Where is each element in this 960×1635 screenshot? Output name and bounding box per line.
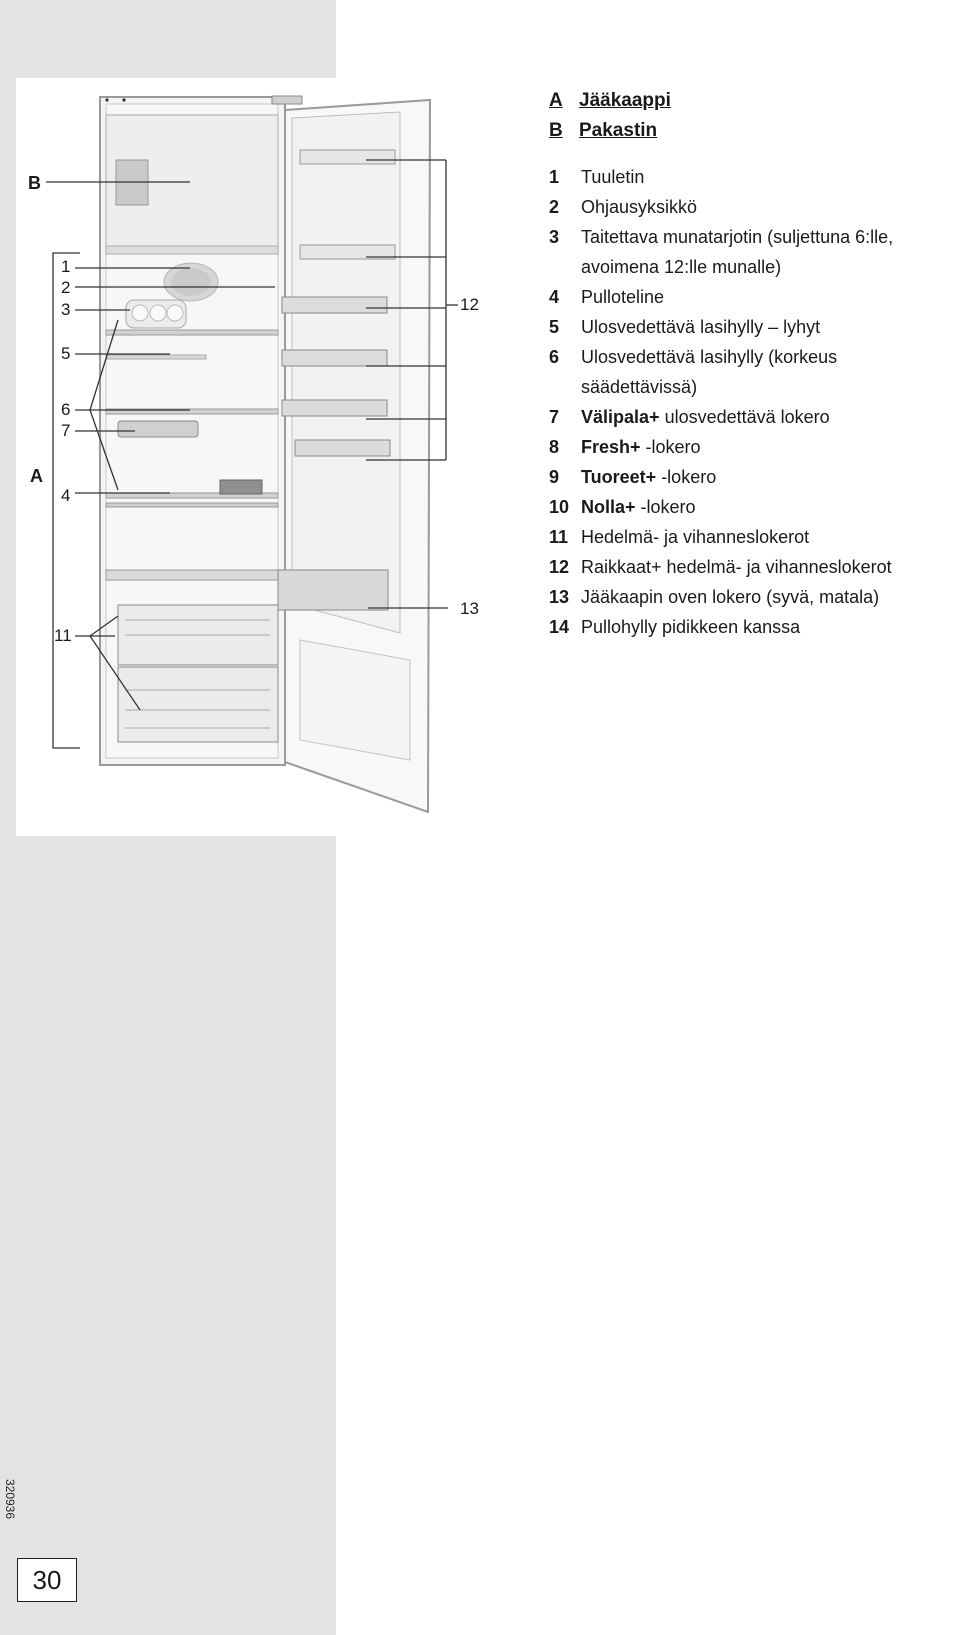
item-text: Taitettava munatarjotin (suljettuna 6:lle,	[581, 227, 894, 247]
legend-items	[549, 162, 954, 642]
item-number: 10	[549, 497, 570, 517]
item-text: Ohjausyksikkö	[581, 197, 698, 217]
callout-7: 7	[61, 421, 71, 440]
egg-tray	[126, 300, 186, 328]
page-number: 30	[17, 1558, 77, 1602]
item-text: Raikkaat+ hedelmä- ja vihanneslokerot	[581, 557, 892, 577]
legend-item	[549, 162, 954, 192]
item-number: 12	[549, 557, 570, 577]
item-number: 1	[549, 167, 560, 187]
fridge-diagram	[0, 0, 500, 840]
item-number: 7	[549, 407, 560, 427]
item-number: 5	[549, 317, 560, 337]
item-number: 4	[549, 287, 560, 307]
legend-item	[549, 432, 954, 462]
callout-13: 13	[460, 599, 479, 618]
section-label: Jääkaappi	[579, 90, 671, 111]
callout-1: 1	[61, 257, 71, 276]
item-continuation: avoimena 12:lle munalle)	[581, 257, 782, 277]
callout-11: 11	[54, 626, 72, 645]
item-number: 8	[549, 437, 560, 457]
legend-item	[549, 222, 954, 282]
item-text: Ulosvedettävä lasihylly (korkeus	[581, 347, 838, 367]
item-bold: Fresh+	[581, 437, 641, 457]
callout-6: 6	[61, 400, 71, 419]
legend-sections	[549, 86, 954, 146]
item-number: 14	[549, 617, 570, 637]
item-text: -lokero	[656, 467, 717, 487]
section-fridge	[549, 86, 954, 116]
item-text: Tuuletin	[581, 167, 645, 187]
legend-item	[549, 522, 954, 552]
item-text: -lokero	[635, 497, 696, 517]
item-number: 6	[549, 347, 560, 367]
callout-5: 5	[61, 344, 71, 363]
legend-item	[549, 612, 954, 642]
legend-item	[549, 552, 954, 582]
item-text: Hedelmä- ja vihanneslokerot	[581, 527, 810, 547]
legend-item	[549, 492, 954, 522]
fan-unit	[164, 263, 218, 301]
legend-item	[549, 402, 954, 432]
legend-item	[549, 342, 954, 402]
item-text: Ulosvedettävä lasihylly – lyhyt	[581, 317, 821, 337]
item-bold: Nolla+	[581, 497, 636, 517]
section-letter: A	[549, 90, 563, 111]
callout-12: 12	[460, 295, 479, 314]
legend-item	[549, 282, 954, 312]
vegetable-drawers	[118, 605, 278, 742]
section-freezer	[549, 116, 954, 146]
item-text: ulosvedettävä lokero	[659, 407, 830, 427]
callout-3: 3	[61, 300, 71, 319]
document-code: 320936	[3, 1478, 17, 1520]
item-continuation: säädettävissä)	[581, 377, 698, 397]
callout-B: B	[28, 173, 41, 193]
legend-item	[549, 462, 954, 492]
legend-item	[549, 192, 954, 222]
item-bold: Tuoreet+	[581, 467, 657, 487]
item-text: Pulloteline	[581, 287, 665, 307]
callout-A: A	[30, 466, 43, 486]
callout-2: 2	[61, 278, 71, 297]
item-text: Jääkaapin oven lokero (syvä, matala)	[581, 587, 880, 607]
legend-item	[549, 312, 954, 342]
item-text: -lokero	[640, 437, 701, 457]
section-letter: B	[549, 120, 563, 141]
fridge-door	[278, 100, 430, 812]
item-bold: Välipala+	[581, 407, 660, 427]
item-number: 2	[549, 197, 560, 217]
freezer-compartment	[106, 115, 278, 254]
item-number: 13	[549, 587, 570, 607]
legend	[549, 86, 954, 642]
legend-item	[549, 582, 954, 612]
callout-4: 4	[61, 486, 71, 505]
item-number: 3	[549, 227, 560, 247]
item-text: Pullohylly pidikkeen kanssa	[581, 617, 801, 637]
item-number: 9	[549, 467, 560, 487]
item-number: 11	[549, 527, 569, 547]
section-label: Pakastin	[579, 120, 658, 141]
